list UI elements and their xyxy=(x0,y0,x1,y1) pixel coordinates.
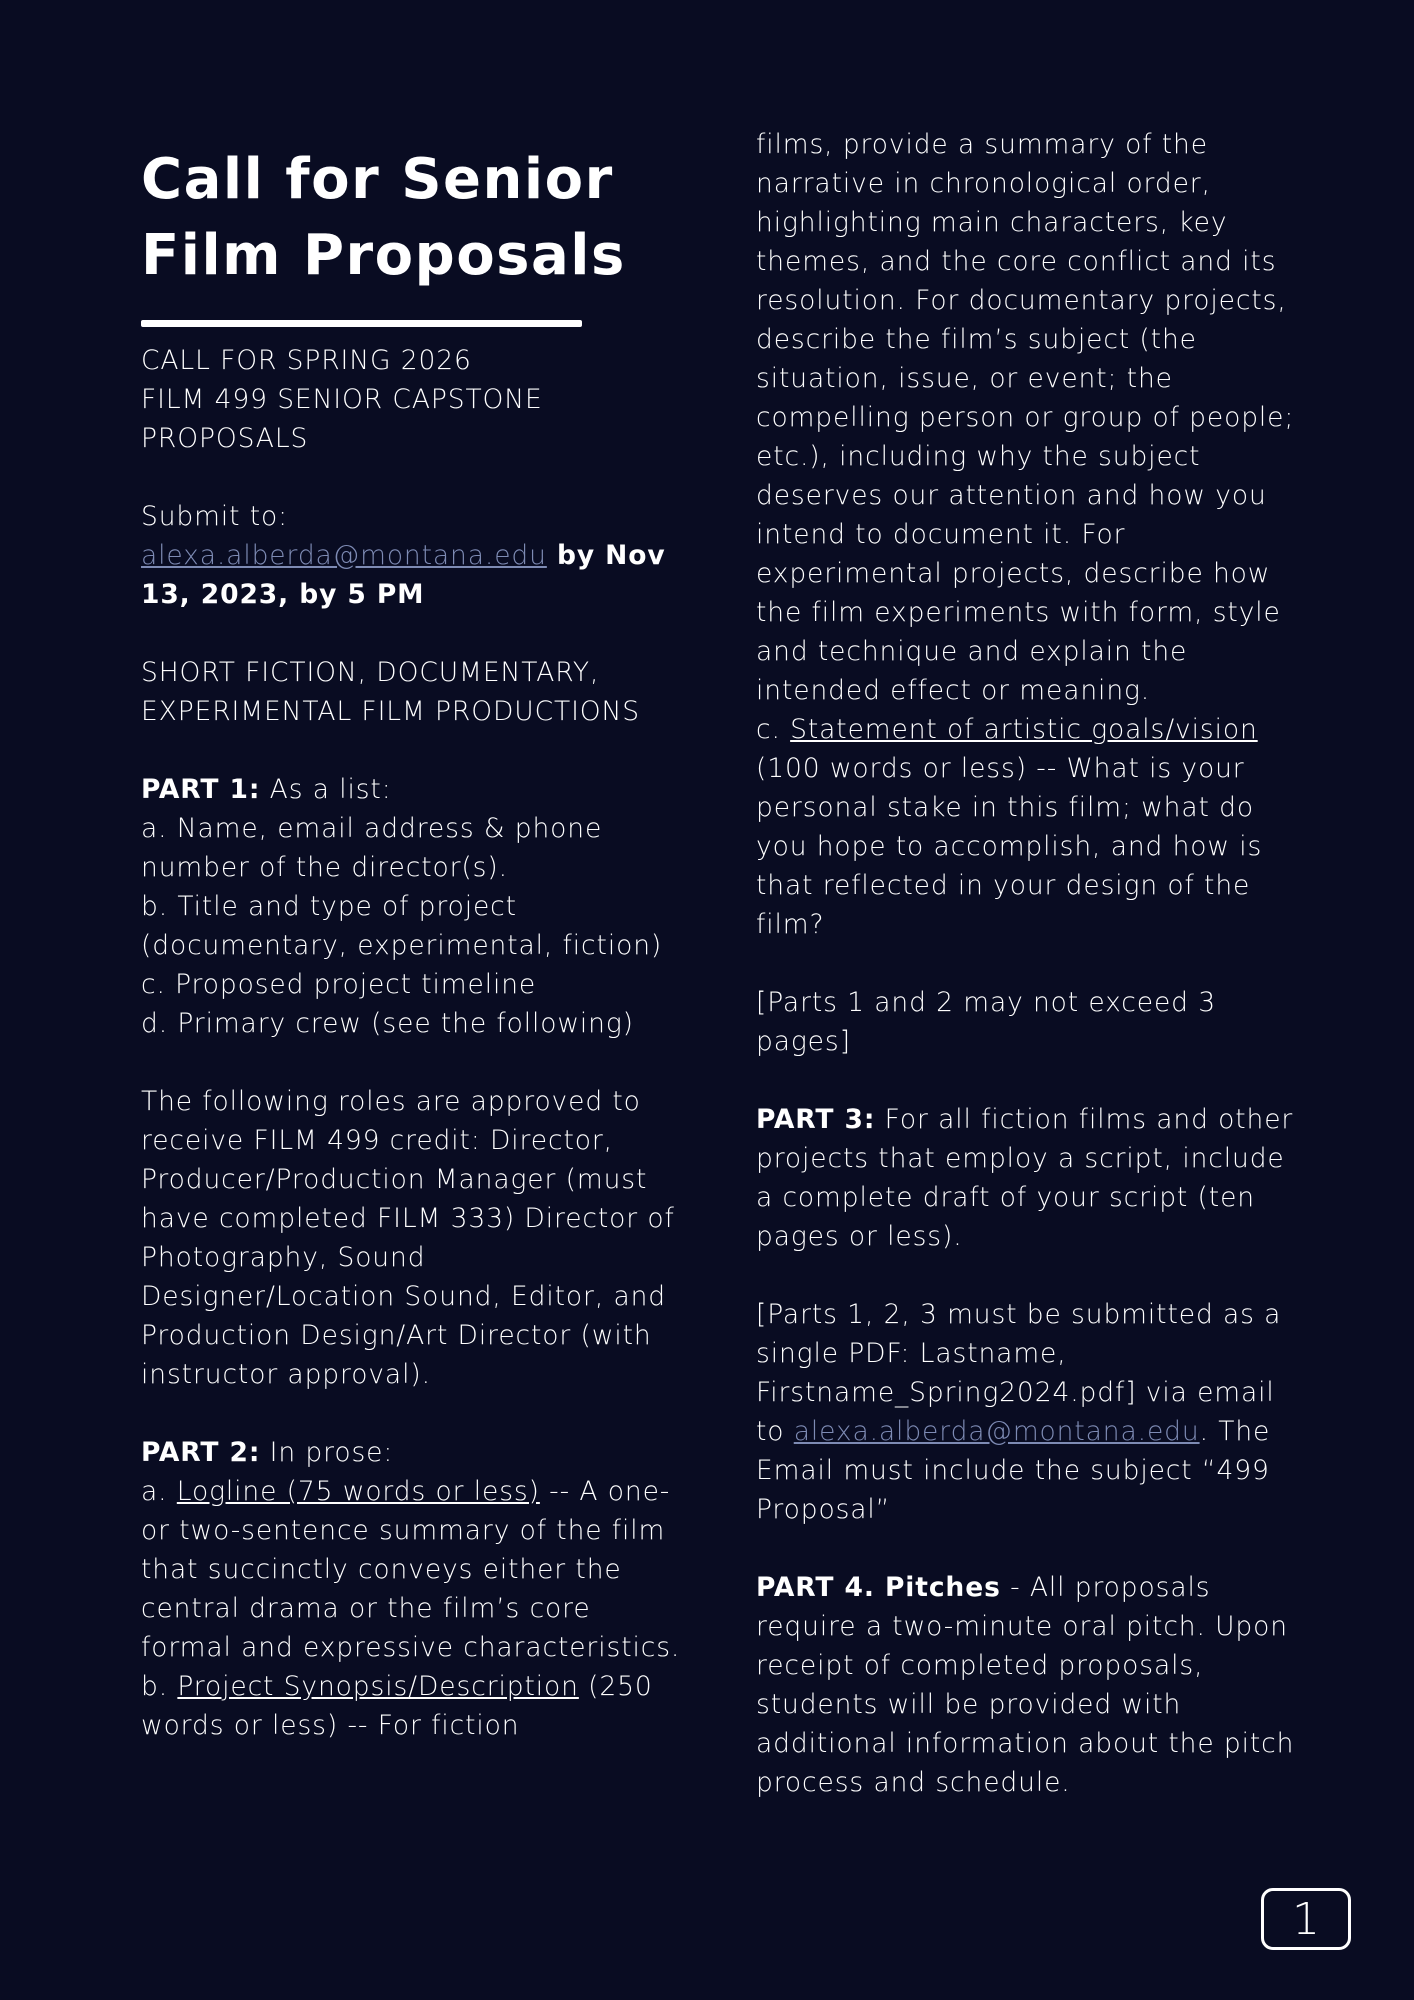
part2-heading: PART 2: xyxy=(141,1437,261,1468)
part1-item-c: c. Proposed project timeline xyxy=(141,969,537,1000)
submission-note: [Parts 1, 2, 3 must be submitted as a single PDF: Lastname, Firstname_Spring2024.pdf] via email to alexa.alberda@montana.edu. The Email must include the subject “499 Proposal” xyxy=(756,1299,1282,1525)
header-line-2: FILM 499 SENIOR CAPSTONE PROPOSALS xyxy=(141,384,543,454)
page-number-badge: 1 xyxy=(1261,1888,1351,1950)
part4-heading: PART 4. Pitches xyxy=(756,1572,1001,1603)
page-title: Call for Senior Film Proposals xyxy=(141,147,626,288)
part2-item-c: c. Statement of artistic goals/vision (100 words or less) -- What is your personal stake in this film; what do you hope to accomplish, and how is that reflected in your design of the film? xyxy=(756,714,1263,940)
part2-item-a: a. Logline (75 words or less) -- A one- or two-sentence summary of the film that succinctly conveys either the central drama or the film’s core formal and expressive characteristics. xyxy=(141,1476,681,1663)
part1-item-d: d. Primary crew (see the following) xyxy=(141,1008,634,1039)
header-line-1: CALL FOR SPRING 2026 xyxy=(141,345,472,376)
part1-intro: PART 1: As a list: xyxy=(141,774,392,805)
part2-item-b-start: b. Project Synopsis/Description (250 words or less) -- For fiction xyxy=(141,1671,653,1741)
part4-paragraph: PART 4. Pitches - All proposals require a two-minute oral pitch. Upon receipt of completed proposals, students will be provided with additional information about the pitch process and schedule. xyxy=(756,1572,1295,1798)
parts12-note: [Parts 1 and 2 may not exceed 3 pages] xyxy=(756,987,1216,1057)
logline-title: Logline (75 words or less) xyxy=(176,1476,540,1507)
submit-block xyxy=(141,497,681,614)
submission-email-link[interactable]: alexa.alberda@montana.edu xyxy=(793,1416,1200,1447)
title-divider xyxy=(141,320,582,327)
part2-item-b-continued: films, provide a summary of the narrative in chronological order, highlighting main characters, key themes, and the core conflict and its resolution. For documentary projects, describe the film’s subject (the situation, issue, or event; the compelling person or group of people; etc.), including why the subject deserves our attention and how you intend to document it. For experimental projects, describe how the film experiments with form, style and technique and explain the intended effect or meaning. xyxy=(756,129,1295,706)
productions-heading: SHORT FICTION, DOCUMENTARY, EXPERIMENTAL FILM PRODUCTIONS xyxy=(141,657,640,727)
part1-item-b: b. Title and type of project (documentary, experimental, fiction) xyxy=(141,891,663,961)
right-column xyxy=(756,125,1296,1802)
part3-paragraph: PART 3: For all fiction films and other projects that employ a script, include a complete draft of your script (ten pages or less). xyxy=(756,1104,1294,1252)
part2-intro: PART 2: In prose: xyxy=(141,1437,394,1468)
submit-email-link[interactable]: alexa.alberda@montana.edu xyxy=(141,540,547,571)
submit-label: Submit to: xyxy=(141,501,288,532)
part1-heading: PART 1: xyxy=(141,774,261,805)
synopsis-title: Project Synopsis/Description xyxy=(177,1671,579,1702)
left-column xyxy=(141,142,681,1745)
part1-item-a: a. Name, email address & phone number of the director(s). xyxy=(141,813,603,883)
part3-heading: PART 3: xyxy=(756,1104,876,1135)
submit-deadline: by Nov 13, 2023, by 5 PM xyxy=(141,540,666,610)
roles-paragraph: The following roles are approved to receive FILM 499 credit: Director, Producer/Production Manager (must have completed FILM 333) Director of Photography, Sound Designer/Location Sound, Editor, and Production Design/Art Director (with instructor approval). xyxy=(141,1086,675,1390)
artistic-goals-title: Statement of artistic goals/vision xyxy=(790,714,1258,745)
